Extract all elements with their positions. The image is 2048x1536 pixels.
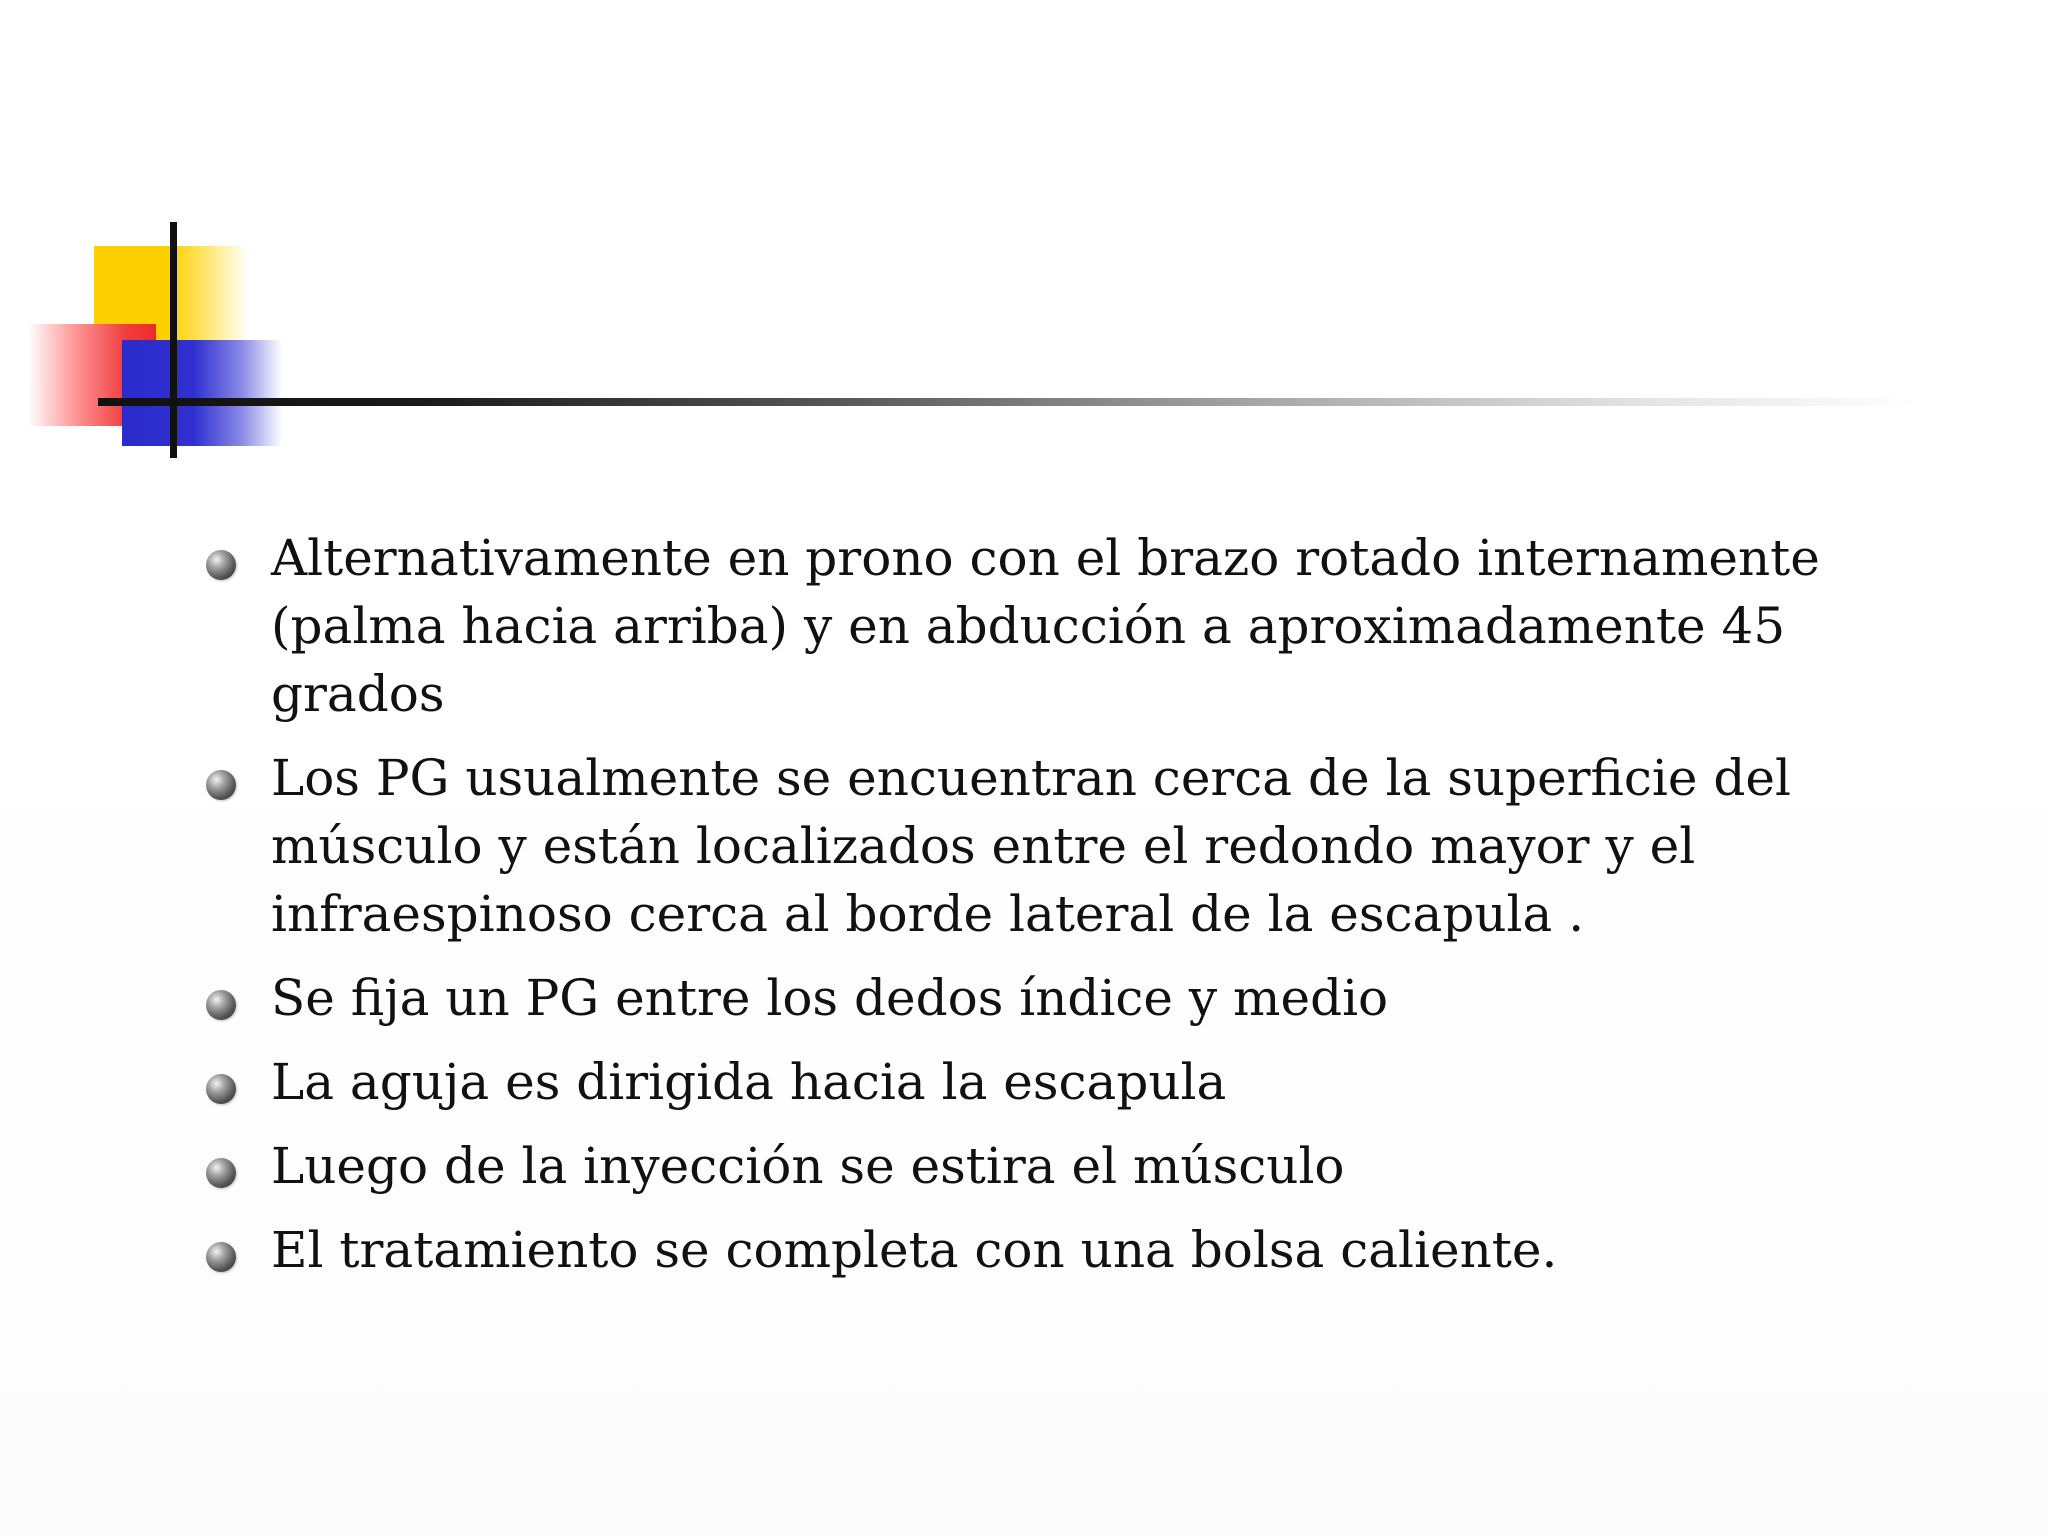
bullet-dot-icon <box>206 550 236 580</box>
bullet-item <box>200 964 1840 1032</box>
bullet-text: La aguja es dirigida hacia la escapula <box>271 1053 1227 1111</box>
bullet-dot-icon <box>206 770 236 800</box>
bullet-item <box>200 1048 1840 1116</box>
decorative-vertical-line <box>170 222 177 458</box>
bullet-text: Se fija un PG entre los dedos índice y medio <box>271 969 1389 1027</box>
decorative-horizontal-line <box>98 398 1918 406</box>
bullet-list <box>200 524 1840 1284</box>
decorative-blue-square <box>122 340 282 446</box>
bullet-text: Alternativamente en prono con el brazo rotado internamente (palma hacia arriba) y en abducción a aproximadamente 45 grados <box>271 529 1820 723</box>
bullet-item <box>200 744 1840 948</box>
bullet-dot-icon <box>206 1074 236 1104</box>
bullet-text: El tratamiento se completa con una bolsa caliente. <box>271 1221 1558 1279</box>
bullet-item <box>200 1216 1840 1284</box>
bullet-item <box>200 524 1840 728</box>
bullet-text: Luego de la inyección se estira el músculo <box>271 1137 1345 1195</box>
bullet-item <box>200 1132 1840 1200</box>
bullet-dot-icon <box>206 1158 236 1188</box>
bullet-dot-icon <box>206 990 236 1020</box>
bullet-dot-icon <box>206 1242 236 1272</box>
slide-body <box>200 524 1840 1300</box>
bullet-text: Los PG usualmente se encuentran cerca de la superficie del músculo y están localizados entre el redondo mayor y el infraespinoso cerca al borde lateral de la escapula . <box>271 749 1791 943</box>
